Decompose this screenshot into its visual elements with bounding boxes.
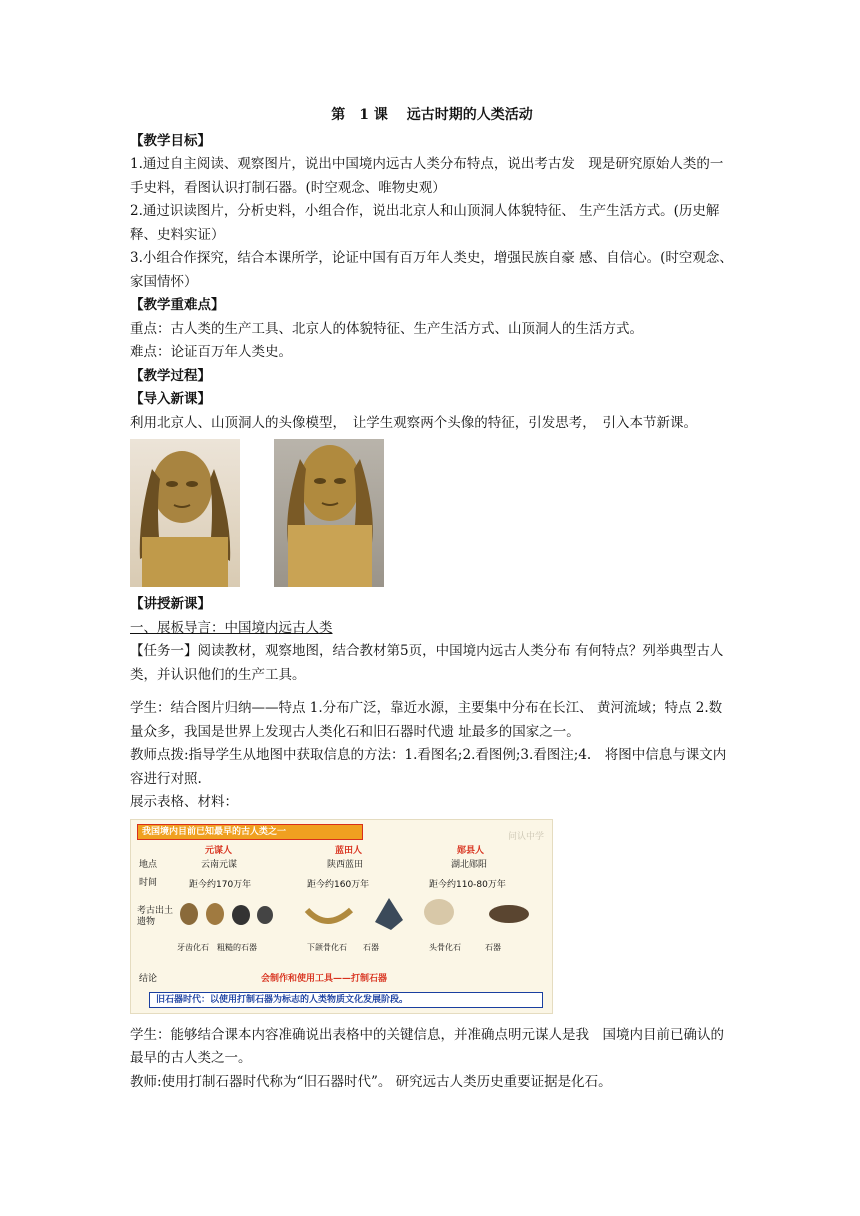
intro-heading: 【导入新课】 [130,391,211,407]
row-label-time: 时间 [139,877,158,888]
upper-cave-man-bust-image [274,439,384,587]
table-watermark: 问认中学 [507,831,544,842]
skull-fossil-image [424,899,454,925]
tooth-fossil-image [180,903,198,925]
table-conclusion: 会制作和使用工具——打制石器 [261,973,388,984]
time-yunxian: 距今约110-80万年 [429,879,506,890]
student-answer-1: 学生：结合图片归纳——特点 1.分布广泛，靠近水源，主要集中分布在长江、 黄河流域；特点 2.数量众多，我国是世界上发现古人类化石和旧石器时代遗 址最多的国家之一。 [130,700,723,740]
goal-2: 2.通过识读图片，分析史料，小组合作，说出北京人和山顶洞人体貌特征、 生产生活方式。(历史解释、史料实证） [130,203,720,243]
goal-1: 1.通过自主阅读、观察图片，说出中国境内远古人类分布特点，说出考古发 现是研究原始人类的一手史料，看图认识打制石器。(时空观念、唯物史观） [130,156,724,196]
key-point: 重点：古人类的生产工具、北京人的体貌特征、生产生活方式、山顶洞人的生活方式。 [130,320,643,337]
table-footer: 旧石器时代：以使用打制石器为标志的人类物质文化发展阶段。 [149,992,543,1008]
time-yuanmou: 距今约170万年 [189,879,252,890]
row-label-relics: 考古出土遗物 [137,905,174,927]
time-lantian: 距今约160万年 [307,879,370,890]
teacher-guide-2: 教师:使用打制石器时代称为“旧石器时代”。 研究远古人类历史重要证据是化石。 [130,1073,612,1090]
process-heading: 【教学过程】 [130,367,211,384]
stone-tool-image [206,903,224,925]
document-page [130,104,734,1094]
col-name-lantian: 蓝田人 [335,845,363,856]
stone-tool-image [375,898,403,930]
student-answer-2: 学生：能够结合课本内容准确说出表格中的关键信息，并准确点明元谋人是我 国境内目前已确认的最早的古人类之一。 [130,1026,724,1066]
place-lantian: 陕西蓝田 [327,859,364,870]
task-1: 【任务一】阅读教材，观察地图，结合教材第5页，中国境内远古人类分布 有何特点？列举典型古人类，并认识他们的生产工具。 [130,643,724,683]
row-label-place: 地点 [139,859,158,870]
row-label-conclusion: 结论 [139,973,158,984]
jaw-fossil-image [307,910,351,921]
goal-3: 3.小组合作探究，结合本课所学，论证中国有百万年人类史，增强民族自豪 感、自信心。(时空观念、家国情怀） [130,250,733,290]
difficult-point: 难点：论证百万年人类史。 [130,344,292,360]
stone-tool-image [232,905,250,925]
stone-tool-image [257,906,273,924]
col-name-yuanmou: 元谋人 [205,845,233,856]
show-table-label: 展示表格、材料： [130,794,238,810]
relics-yunxian: 头骨化石 石器 [429,942,501,952]
page-title: 第 1 课 远古时期的人类活动 [331,107,533,123]
place-yunxian: 湖北郧阳 [451,859,488,870]
goals-heading: 【教学目标】 [130,132,211,149]
bust-photos [130,439,734,587]
teacher-guide-1: 教师点拨:指导学生从地图中获取信息的方法：1.看图名;2.看图例;3.看图注;4. 将图中信息与课文内容进行对照. [130,747,727,787]
place-yuanmou: 云南元谋 [201,859,238,870]
intro-text: 利用北京人、山顶洞人的头像模型， 让学生观察两个头像的特征，引发思考， 引入本节新课。 [130,414,697,431]
key-heading: 【教学重难点】 [130,297,225,313]
part1-heading: 一、展板导言：中国境内远古人类 [130,619,333,636]
ancient-humans-table-image [130,819,553,1014]
new-lesson-heading: 【讲授新课】 [130,596,211,612]
table-banner: 我国境内目前已知最早的古人类之一 [137,824,363,840]
relics-lantian: 下颌骨化石 石器 [307,942,379,952]
peking-man-bust-image [130,439,240,587]
col-name-yunxian: 郧县人 [457,845,485,856]
stone-tool-image [489,905,529,923]
relics-yuanmou: 牙齿化石 粗糙的石器 [177,942,257,952]
